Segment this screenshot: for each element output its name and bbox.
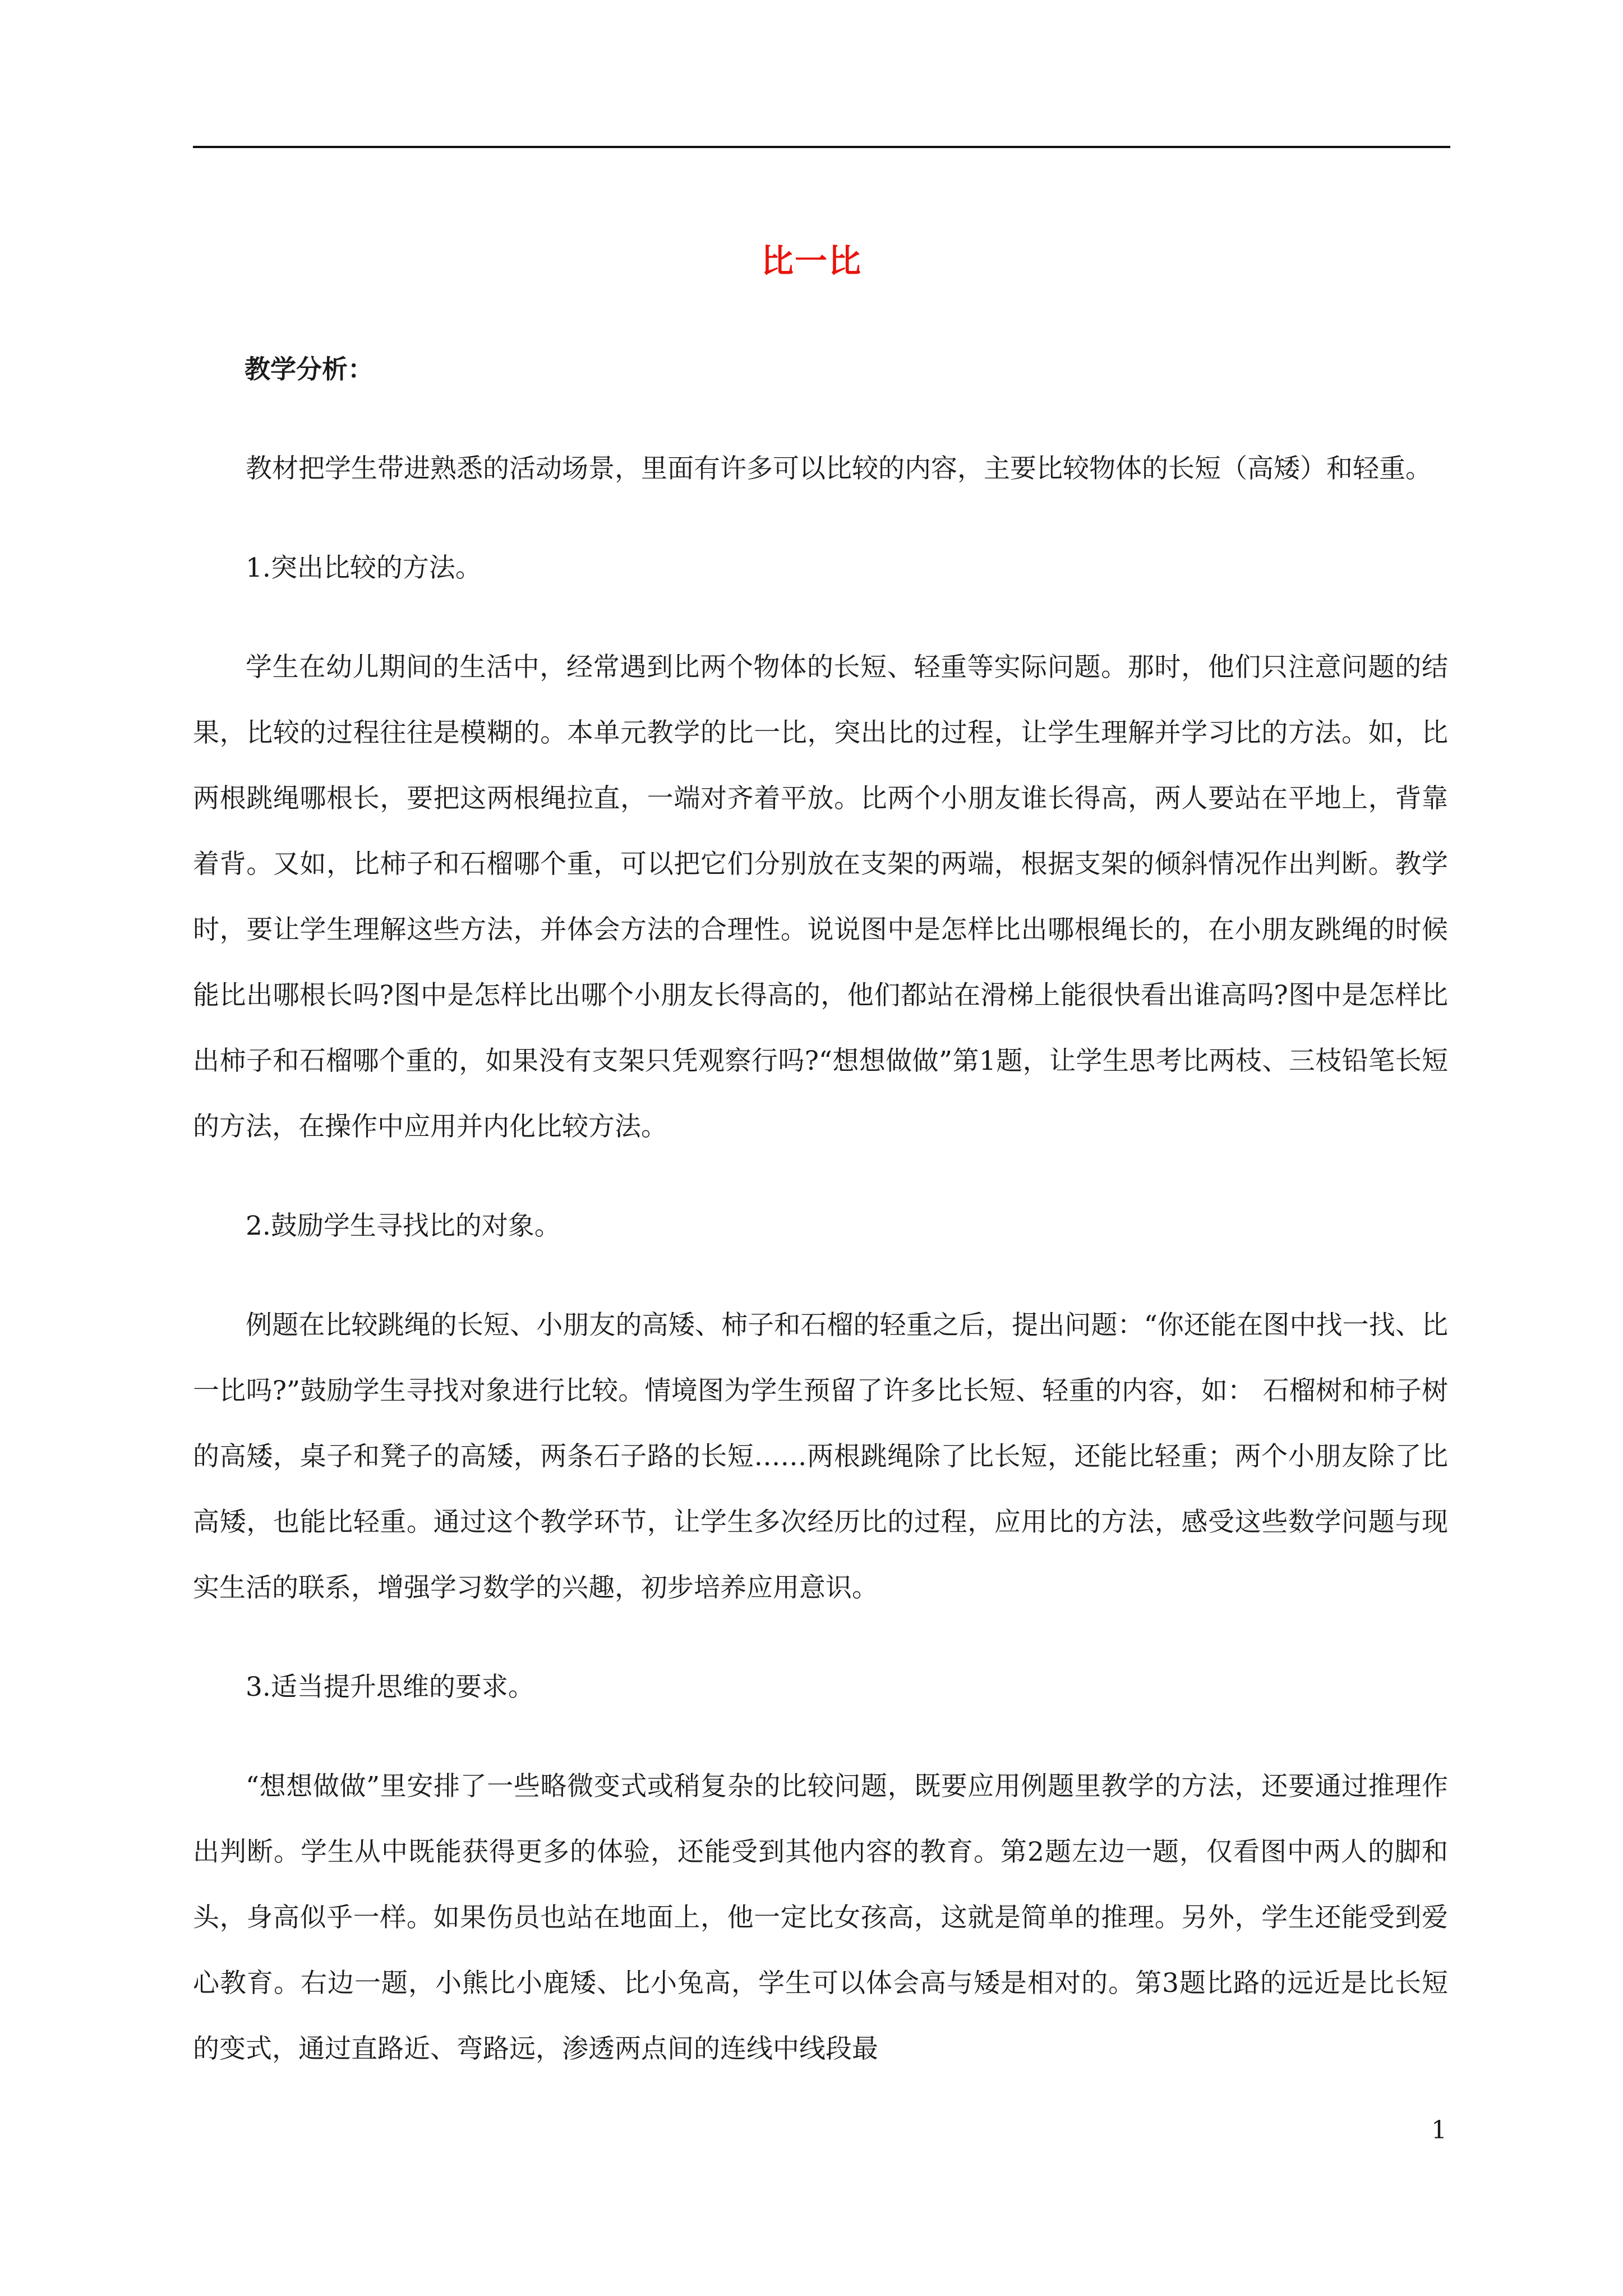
paragraph-point-2-body: 例题在比较跳绳的长短、小朋友的高矮、柿子和石榴的轻重之后，提出问题：“你还能在图中找一找、比一比吗?”鼓励学生寻找对象进行比较。情境图为学生预留了许多比长短、轻重的内容，如： 石榴树和柿子树的高矮，桌子和凳子的高矮，两条石子路的长短……两根跳绳除了比长短，还能比轻重；两个小朋友除了比高矮，也能比轻重。通过这个教学环节，让学生多次经历比的过程，应用比的方法，感受这些数学问题与现实生活的联系，增强学习数学的兴趣，初步培养应用意识。 — [193, 1310, 1448, 1603]
paragraph-point-2-heading: 2.鼓励学生寻找比的对象。 — [246, 1211, 561, 1241]
paragraph-point-1-body: 学生在幼儿期间的生活中，经常遇到比两个物体的长短、轻重等实际问题。那时，他们只注意问题的结果，比较的过程往往是模糊的。本单元教学的比一比，突出比的过程，让学生理解并学习比的方法。如，比两根跳绳哪根长，要把这两根绳拉直，一端对齐着平放。比两个小朋友谁长得高，两人要站在平地上，背靠着背。又如，比柿子和石榴哪个重，可以把它们分别放在支架的两端，根据支架的倾斜情况作出判断。教学时，要让学生理解这些方法，并体会方法的合理性。说说图中是怎样比出哪根绳长的，在小朋友跳绳的时候能比出哪根长吗?图中是怎样比出哪个小朋友长得高的，他们都站在滑梯上能很快看出谁高吗?图中是怎样比出柿子和石榴哪个重的，如果没有支架只凭观察行吗?“想想做做”第1题，让学生思考比两枝、三枝铅笔长短的方法，在操作中应用并内化比较方法。 — [193, 652, 1448, 1142]
page-title: 比一比 — [760, 242, 862, 280]
paragraph-point-3-body: “想想做做”里安排了一些略微变式或稍复杂的比较问题，既要应用例题里教学的方法，还要通过推理作出判断。学生从中既能获得更多的体验，还能受到其他内容的教育。第2题左边一题，仅看图中两人的脚和头，身高似乎一样。如果伤员也站在地面上，他一定比女孩高，这就是简单的推理。另外，学生还能受到爱心教育。右边一题，小熊比小鹿矮、比小兔高，学生可以体会高与矮是相对的。第3题比路的远近是比长短的变式，通过直路近、弯路远，渗透两点间的连线中线段最 — [193, 1771, 1448, 2064]
page-number: 1 — [1431, 2116, 1447, 2145]
paragraph-point-1-heading: 1.突出比较的方法。 — [246, 553, 482, 583]
document-body — [193, 337, 1448, 2115]
paragraph-point-3-heading: 3.适当提升思维的要求。 — [246, 1672, 534, 1703]
paragraph-intro: 教材把学生带进熟悉的活动场景，里面有许多可以比较的内容，主要比较物体的长短（高矮）和轻重。 — [246, 453, 1432, 484]
section-heading: 教学分析： — [245, 354, 374, 384]
header-rule — [193, 146, 1450, 148]
